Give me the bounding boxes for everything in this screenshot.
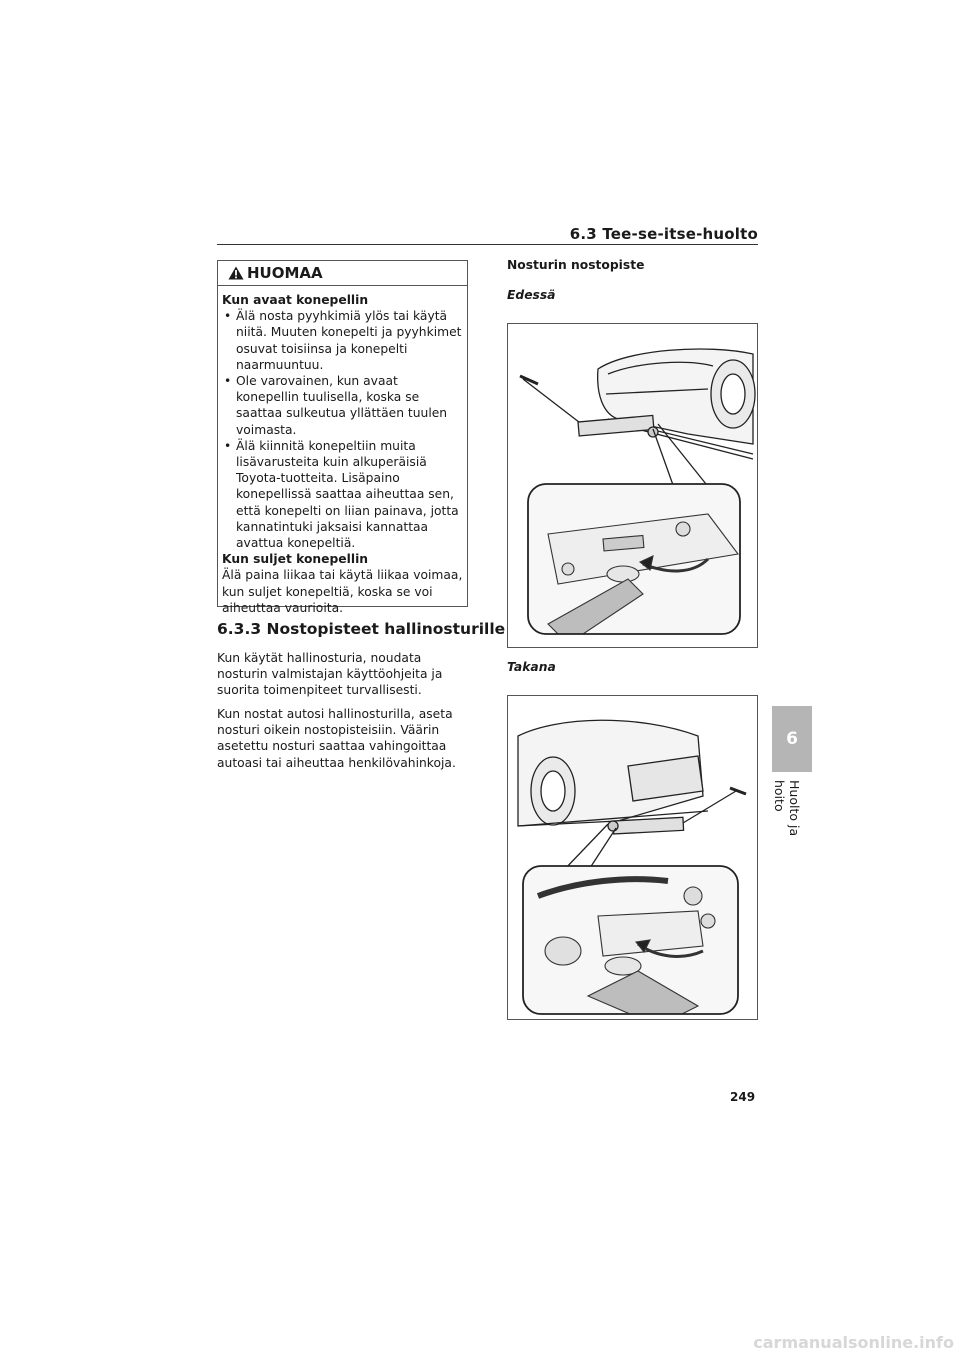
header-divider <box>217 244 758 245</box>
section-paragraph-1: Kun käytät hallinosturia, noudata nosturin valmistajan käyttöohjeita ja suorita toimenpiteet turvallisesti. <box>217 651 443 698</box>
warning-bullet-text: Älä nosta pyyhkimiä ylös tai käytä niitä. Muuten konepelti ja pyyhkimet osuvat toisiinsa ja konepelti naarmuuntuu. <box>236 309 462 372</box>
section-header-title: 6.3 Tee-se-itse-huolto <box>569 225 758 243</box>
rear-label: Takana <box>507 660 556 674</box>
warning-bullet-text: Ole varovainen, kun avaat konepellin tuulisella, koska se saattaa sulkeutua yllättäen tuulen voimasta. <box>236 374 448 437</box>
bullet-dot: • <box>224 309 232 324</box>
chapter-name: Huolto ja hoito <box>772 780 802 837</box>
chapter-tab[interactable] <box>772 706 812 772</box>
front-jack-point-figure <box>507 323 758 648</box>
front-jack-illustration <box>508 324 757 647</box>
warning-header <box>218 261 467 286</box>
page-number: 249 <box>730 1090 756 1104</box>
watermark: carmanualsonline.info <box>753 1333 954 1352</box>
warning-close-text: Älä paina liikaa tai käytä liikaa voimaa, kun suljet konepeltiä, koska se voi aiheuttaa vaurioita. <box>222 568 463 615</box>
bullet-dot: • <box>224 438 232 453</box>
front-label: Edessä <box>507 288 556 302</box>
warning-bullet <box>222 438 463 551</box>
bullet-dot: • <box>224 374 232 389</box>
section-heading: 6.3.3 Nostopisteet hallinosturille <box>217 620 506 638</box>
rear-jack-point-figure <box>507 695 758 1020</box>
section-paragraph-2: Kun nostat autosi hallinosturilla, aseta nosturi oikein nostopisteisiin. Väärin asetettu nosturi saattaa vahingoittaa autoasi tai aiheuttaa henkilövahinkoja. <box>217 707 456 770</box>
warning-bullet <box>222 373 463 438</box>
warning-bullet <box>222 308 463 373</box>
warning-subheading-close: Kun suljet konepellin <box>222 552 369 567</box>
chapter-number: 6 <box>786 729 798 749</box>
warning-bullet-text: Älä kiinnitä konepeltiin muita lisävarusteita kuin alkuperäisiä Toyota-tuotteita. Lisäpaino konepellissä saattaa aiheuttaa sen, että konepelti on liian painava, jotta kannatintuki jaksaisi kannattaa avattua konepeltiä. <box>236 438 459 551</box>
warning-body <box>218 286 467 616</box>
warning-subheading-open: Kun avaat konepellin <box>222 293 369 307</box>
warning-title: HUOMAA <box>247 264 323 282</box>
rear-jack-illustration <box>508 696 757 1019</box>
jack-point-heading: Nosturin nostopiste <box>507 258 645 272</box>
warning-triangle-icon <box>228 266 244 280</box>
warning-box <box>217 260 468 615</box>
